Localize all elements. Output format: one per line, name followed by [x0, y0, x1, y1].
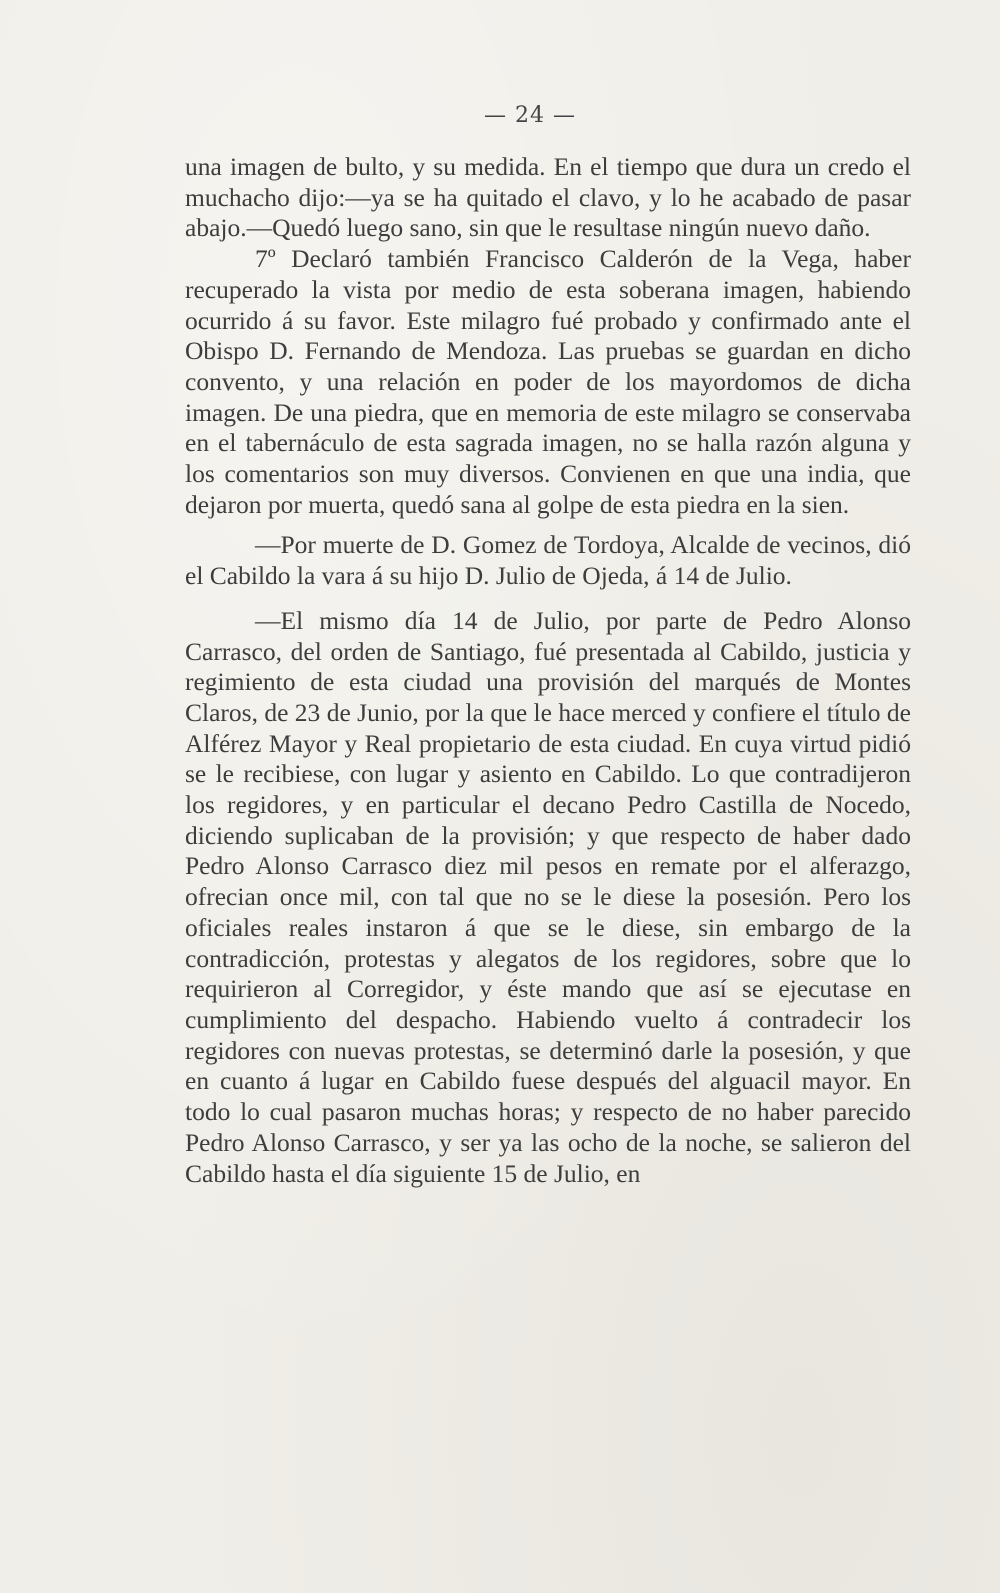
paragraph-alcalde: —Por muerte de D. Gomez de Tordoya, Alcalde de vecinos, dió el Cabildo la vara á su hijo D. Julio de Ojeda, á 14 de Julio.: [185, 530, 911, 591]
paragraph-continuation: una imagen de bulto, y su medida. En el tiempo que dura un credo el muchacho dijo:—ya se ha quitado el clavo, y lo he acabado de pasar abajo.—Quedó luego sano, sin que le resultase ningún nuevo daño.: [185, 152, 911, 243]
paragraph-miracle-7: 7º Declaró también Francisco Calderón de la Vega, haber recuperado la vista por medio de esta soberana imagen, habiendo ocurrido á su favor. Este milagro fué probado y confirmado ante el Obispo D. Fernando de Mendoza. Las pruebas se guardan en dicho convento, y una relación en poder de los mayordomos de dicha imagen. De una piedra, que en memoria de este milagro se conservaba en el tabernáculo de esta sagrada imagen, no se halla razón alguna y los comentarios son muy diversos. Convienen en que una india, que dejaron por muerta, quedó sana al golpe de esta piedra en la sien.: [185, 244, 911, 519]
body-text: [185, 152, 911, 1189]
paragraph-alferez: —El mismo día 14 de Julio, por parte de Pedro Alonso Carrasco, del orden de Santiago, fué presentada al Cabildo, justicia y regimiento de esta ciudad una provisión del marqués de Montes Claros, de 23 de Junio, por la que le hace merced y confiere el título de Alférez Mayor y Real propietario de esta ciudad. En cuya virtud pidió se le recibiese, con lugar y asiento en Cabildo. Lo que contradijeron los regidores, y en particular el decano Pedro Castilla de Nocedo, diciendo suplicaban de la provisión; y que respecto de haber dado Pedro Alonso Carrasco diez mil pesos en remate por el alferazgo, ofrecian once mil, con tal que no se le diese la posesión. Pero los oficiales reales instaron á que se le diese, sin embargo de la contradicción, protestas y alegatos de los regidores, sobre que lo requirieron al Corregidor, y éste mando que así se ejecutase en cumplimiento del despacho. Habiendo vuelto á contradecir los regidores con nuevas protestas, se determinó darle la posesión, y que en cuanto á lugar en Cabildo fuese después del alguacil mayor. En todo lo cual pasaron muchas horas; y respecto de no haber parecido Pedro Alonso Carrasco, y ser ya las ocho de la noche, se salieron del Cabildo hasta el día siguiente 15 de Julio, en: [185, 605, 911, 1188]
page-number: — 24 —: [484, 103, 576, 128]
